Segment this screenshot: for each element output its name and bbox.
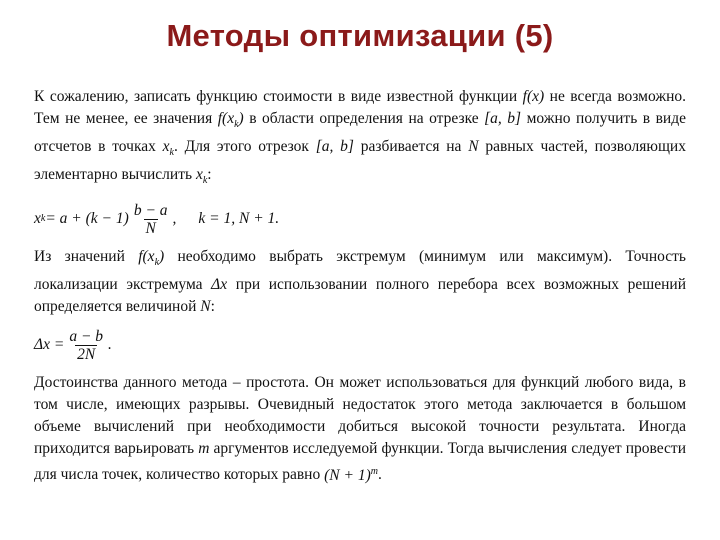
- fraction-numerator: b − a: [133, 201, 168, 219]
- text: разбивается на: [353, 138, 469, 156]
- paragraph-intro: [34, 86, 686, 192]
- math-subscript: k: [40, 213, 46, 225]
- math-interval: [a, b]: [484, 110, 522, 127]
- math-subscript: k: [169, 147, 174, 159]
- text: при использовании полного перебора всех возможных решений определяется величиной: [34, 276, 686, 316]
- fraction-denominator: N: [145, 219, 156, 237]
- math-part: f(x: [217, 110, 235, 127]
- text: не всегда возможно. Тем не менее, ее значения: [34, 88, 686, 127]
- formula-delta-x: [34, 320, 686, 370]
- text: :: [210, 298, 215, 316]
- text: . Для этого отрезок: [174, 138, 316, 156]
- math-fx: f(x): [522, 88, 545, 105]
- slide-body: [34, 86, 686, 487]
- fraction-numerator: a − b: [69, 327, 104, 345]
- math-part: (N + 1): [324, 466, 371, 484]
- paragraph-extremum: [34, 246, 686, 318]
- formula-mid: = a + (k − 1): [45, 210, 129, 228]
- text: Достоинства данного метода – простота. Он может использоваться для функций любого вида, в том числе, имеющих разрывы. Очевидный недостаток этого метода заключается в большом объеме вычислений при необходимости добиться высокой точности результата. Иногда приходится варьировать: [34, 374, 686, 458]
- text: можно получить в виде отсчетов в точках: [34, 110, 686, 156]
- formula-end: .: [275, 210, 280, 228]
- formula-xk: [34, 194, 686, 244]
- text: .: [377, 466, 382, 484]
- text: Из значений: [34, 248, 139, 266]
- math-superscript: m: [370, 465, 378, 477]
- math-subscript: k: [234, 119, 239, 131]
- text: :: [207, 166, 212, 184]
- math-n: N: [200, 298, 211, 316]
- formula-comma: ,: [172, 210, 177, 228]
- math-part: f(x: [138, 248, 155, 266]
- math-interval: [a, b]: [315, 138, 354, 156]
- math-power: [324, 467, 378, 484]
- math-fxk: [217, 110, 244, 131]
- formula-end: .: [108, 336, 112, 354]
- math-n: N: [468, 138, 479, 156]
- paragraph-advantages: [34, 372, 686, 486]
- fraction-denominator: 2N: [77, 345, 96, 363]
- math-fxk: [138, 248, 165, 269]
- formula-condition: k = 1, N + 1: [198, 210, 276, 228]
- fraction: [132, 202, 170, 237]
- text: необходимо выбрать экстремум (минимум или максимум). Точность локализации экстремума: [34, 248, 687, 294]
- fraction: [67, 328, 105, 363]
- slide-title: Методы оптимизации (5): [166, 18, 554, 53]
- math-xk: [195, 166, 208, 187]
- math-part: x: [195, 166, 203, 184]
- text: К сожалению, записать функцию стоимости в виде известной функции: [34, 88, 523, 105]
- formula-lhs: Δx =: [34, 336, 65, 354]
- math-part: ): [238, 110, 244, 127]
- math-part: x: [162, 138, 170, 156]
- text: в области определения на отрезке: [243, 110, 485, 127]
- math-part: ): [159, 248, 165, 266]
- math-subscript: k: [154, 257, 160, 269]
- formula-lhs: x: [34, 210, 41, 228]
- math-delta-x: Δx: [211, 276, 228, 294]
- math-xk: [162, 138, 174, 159]
- math-subscript: k: [202, 175, 208, 187]
- text: равных частей, позволяющих элементарно вычислить: [34, 138, 686, 184]
- text: аргументов исследуемой функции. Тогда вычисления следует провести для числа точек, количество которых равно: [34, 440, 687, 484]
- math-m: m: [198, 440, 210, 458]
